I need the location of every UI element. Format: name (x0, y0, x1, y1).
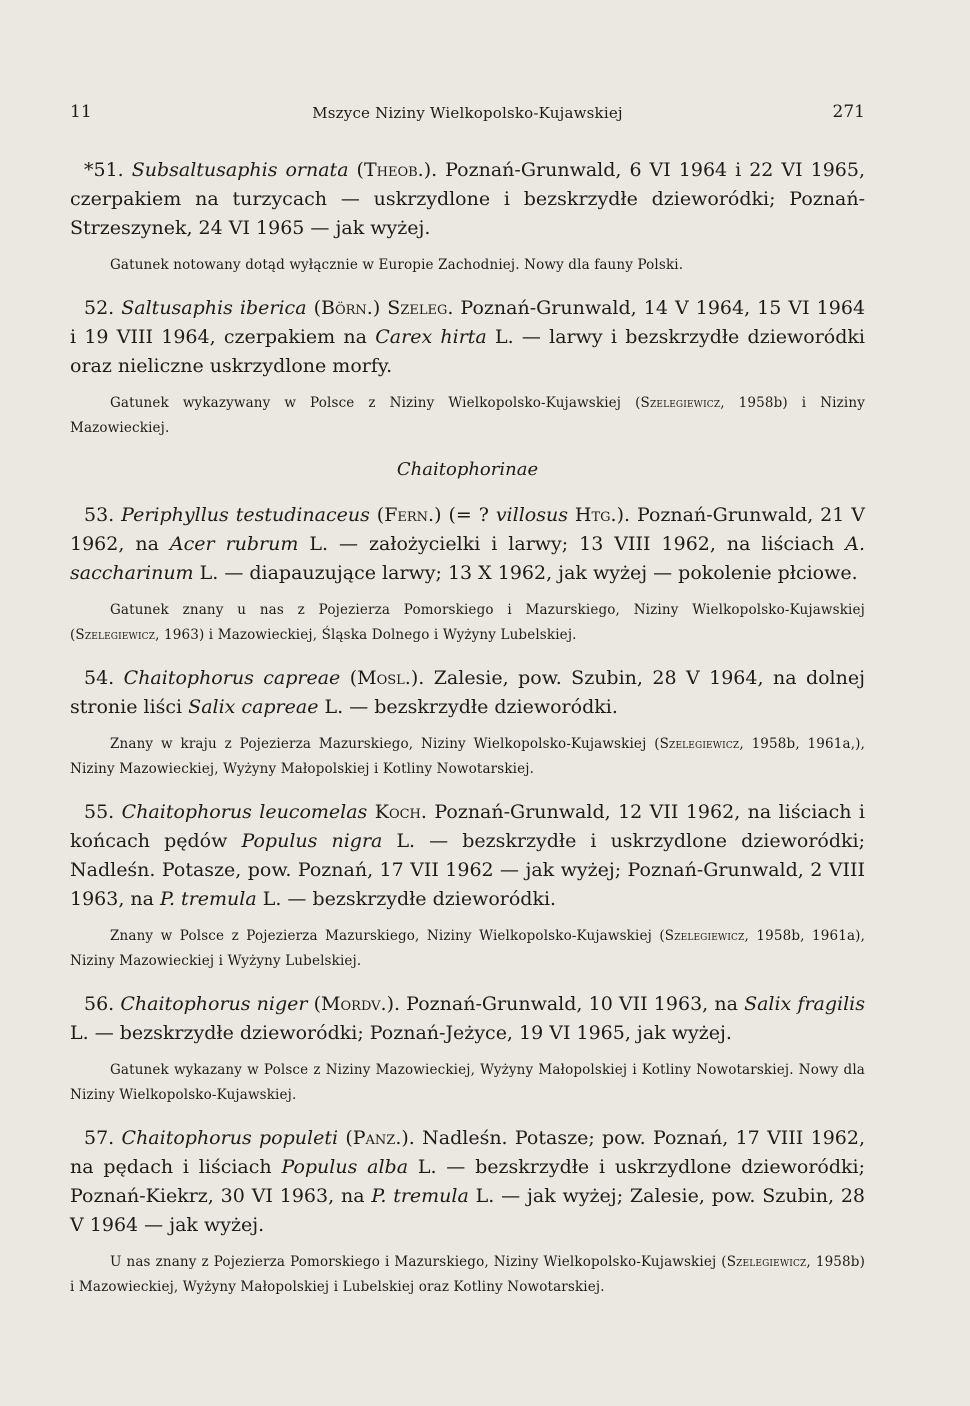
text-run: ). Poznań-Grunwald, 10 VII 1963, na (386, 993, 745, 1015)
author-name: Szelegiewicz (659, 736, 740, 752)
text-run: ). Zalesie, pow. Szubin, 28 V 1964, na dolnej stronie liści (70, 667, 865, 718)
text-run: L. — bezskrzydłe dzieworódki. (318, 696, 618, 718)
author-name: Szelegiewicz (75, 627, 156, 643)
taxon-name: Chaitophorus leucomelas (121, 801, 368, 823)
text-run: , 1958b) i Mazowieckiej, Wyżyny Małopolskiej i Lubelskiej oraz Kotliny Nowotarskiej. (70, 1254, 865, 1295)
text-run: 56. (84, 993, 121, 1015)
text-run: L. — larwy i bezskrzydłe dzieworódki oraz nieliczne uskrzydlone morfy. (70, 326, 865, 377)
distribution-note (70, 598, 865, 648)
text-run: , 1958b, 1961a), Niziny Mazowieckiej i Wyżyny Lubelskiej. (70, 928, 866, 969)
taxon-name: Periphyllus testudinaceus (121, 504, 370, 526)
text-run: ( (369, 504, 385, 526)
species-entry (70, 664, 865, 722)
author-name: Szeleg (387, 297, 448, 319)
taxon-name: Salix capreae (188, 696, 319, 718)
taxon-name: Acer rubrum (169, 533, 299, 555)
section-heading (70, 455, 865, 485)
text-run: 53. (84, 504, 122, 526)
text-run: , 1958b, 1961a,), Niziny Mazowieckiej, Wyżyny Małopolskiej i Kotliny Nowotarskiej. (70, 736, 866, 777)
taxon-name: Chaitophorus capreae (123, 667, 341, 689)
text-run: Gatunek wykazywany w Polsce z Niziny Wielkopolsko-Kujawskiej ( (110, 395, 641, 411)
text-run: ). Nadleśn. Potasze; pow. Poznań, 17 VIII 1962, na pędach i liściach (70, 1127, 865, 1178)
text-run: ( (340, 667, 358, 689)
text-run: ( (348, 159, 364, 181)
author-name: Theob. (363, 159, 424, 181)
author-name: Panz. (352, 1127, 402, 1149)
article-body (70, 156, 865, 1300)
species-entry (70, 294, 865, 381)
taxon-name: Carex hirta (375, 326, 487, 348)
text-run (568, 504, 575, 526)
taxon-name: Salix fragilis (744, 993, 866, 1015)
text-run: L. — założycielki i larwy; 13 VIII 1962, na liściach (298, 533, 846, 555)
text-run: Gatunek wykazany w Polsce z Niziny Mazowieckiej, Wyżyny Małopolskiej i Kotliny Nowotarskiej. Nowy dla Niziny Wielkopolsko-Kujawskiej. (70, 1062, 865, 1103)
taxon-name: P. tremula (371, 1185, 469, 1207)
text-run: . Poznań-Grunwald, 12 VII 1962, na liściach i końcach pędów (70, 801, 865, 852)
distribution-note (70, 1058, 865, 1108)
text-run: , 1963) i Mazowieckiej, Śląska Dolnego i Wyżyny Lubelskiej. (155, 627, 577, 643)
text-run: L. — bezskrzydłe i uskrzydlone dzieworódki; Poznań-Kiekrz, 30 VI 1963, na (70, 1156, 865, 1207)
running-header (70, 102, 865, 128)
text-run: L. — jak wyżej; Zalesie, pow. Szubin, 28 V 1964 — jak wyżej. (70, 1185, 866, 1236)
text-run: Znany w Polsce z Pojezierza Mazurskiego, Niziny Wielkopolsko-Kujawskiej ( (110, 928, 665, 944)
text-run: , 1958b) i Niziny Mazowieckiej. (70, 395, 865, 436)
text-run: 52. (84, 297, 122, 319)
distribution-note (70, 732, 865, 782)
text-run: L. — diapauzujące larwy; 13 X 1962, jak wyżej — pokolenie płciowe. (193, 562, 858, 584)
taxon-name: Subsaltusaphis ornata (131, 159, 349, 181)
text-run: ) (= ? (434, 504, 496, 526)
species-entry (70, 798, 865, 914)
taxon-name: Chaitophorus populeti (121, 1127, 339, 1149)
text-run: 57. (84, 1127, 122, 1149)
distribution-note (70, 391, 865, 441)
distribution-note (70, 1250, 865, 1300)
author-name: Fern. (384, 504, 435, 526)
text-run: 54. (84, 667, 124, 689)
author-name: Szelegiewicz (726, 1254, 807, 1270)
author-name: Mordv. (321, 993, 387, 1015)
author-name: Börn. (321, 297, 373, 319)
page-number-right: 271 (832, 102, 865, 122)
text-run: *51. (84, 159, 132, 181)
taxon-name: Saltusaphis iberica (121, 297, 307, 319)
text-run: ) (372, 297, 388, 319)
text-run: ). Poznań-Grunwald, 6 VI 1964 i 22 VI 1965, czerpakiem na turzycach — uskrzydlone i bezskrzydłe dzieworódki; Poznań-Strzeszynek, 24 VI 1965 — jak wyżej. (70, 159, 865, 239)
taxon-name: Populus nigra (241, 830, 383, 852)
text-run: ( (307, 993, 322, 1015)
taxon-name: P. tremula (160, 888, 257, 910)
text-run: Chaitophorinae (396, 459, 539, 480)
text-run: L. — bezskrzydłe dzieworódki. (256, 888, 557, 910)
text-run: U nas znany z Pojezierza Pomorskiego i Mazurskiego, Niziny Wielkopolsko-Kujawskiej ( (110, 1254, 727, 1270)
text-run: L. — bezskrzydłe dzieworódki; Poznań-Jeżyce, 19 VI 1965, jak wyżej. (70, 1022, 732, 1044)
text-run: ). Poznań-Grunwald, 21 V 1962, na (70, 504, 865, 555)
author-name: Htg. (574, 504, 617, 526)
running-title: Mszyce Niziny Wielkopolsko-Kujawskiej (312, 104, 623, 122)
text-run: 55. (84, 801, 122, 823)
species-entry (70, 156, 865, 243)
species-entry (70, 990, 865, 1048)
text-run: ( (306, 297, 321, 319)
taxon-name: Populus alba (281, 1156, 409, 1178)
author-name: Koch (374, 801, 421, 823)
species-entry (70, 501, 865, 588)
text-run: ( (338, 1127, 353, 1149)
author-name: Szelegiewicz (640, 395, 721, 411)
taxon-name: A. saccharinum (70, 533, 865, 584)
text-run: Gatunek notowany dotąd wyłącznie w Europie Zachodniej. Nowy dla fauny Polski. (110, 257, 684, 273)
text-run: L. — bezskrzydłe i uskrzydlone dzieworódki; Nadleśn. Potasze, pow. Poznań, 17 VII 1962 — jak wyżej; Poznań-Grunwald, 2 VIII 1963, na (70, 830, 866, 910)
distribution-note (70, 253, 865, 278)
species-entry (70, 1124, 865, 1240)
page-number-left: 11 (70, 102, 92, 122)
text-run: Gatunek znany u nas z Pojezierza Pomorskiego i Mazurskiego, Niziny Wielkopolsko-Kujawskiej ( (70, 602, 865, 643)
text-run: . Poznań-Grunwald, 14 V 1964, 15 VI 1964 i 19 VIII 1964, czerpakiem na (70, 297, 866, 348)
text-run: Znany w kraju z Pojezierza Mazurskiego, Niziny Wielkopolsko-Kujawskiej ( (110, 736, 660, 752)
text-run (367, 801, 374, 823)
taxon-name: Chaitophorus niger (120, 993, 308, 1015)
author-name: Mosl. (357, 667, 411, 689)
distribution-note (70, 924, 865, 974)
taxon-name: villosus (495, 504, 568, 526)
author-name: Szelegiewicz (664, 928, 745, 944)
